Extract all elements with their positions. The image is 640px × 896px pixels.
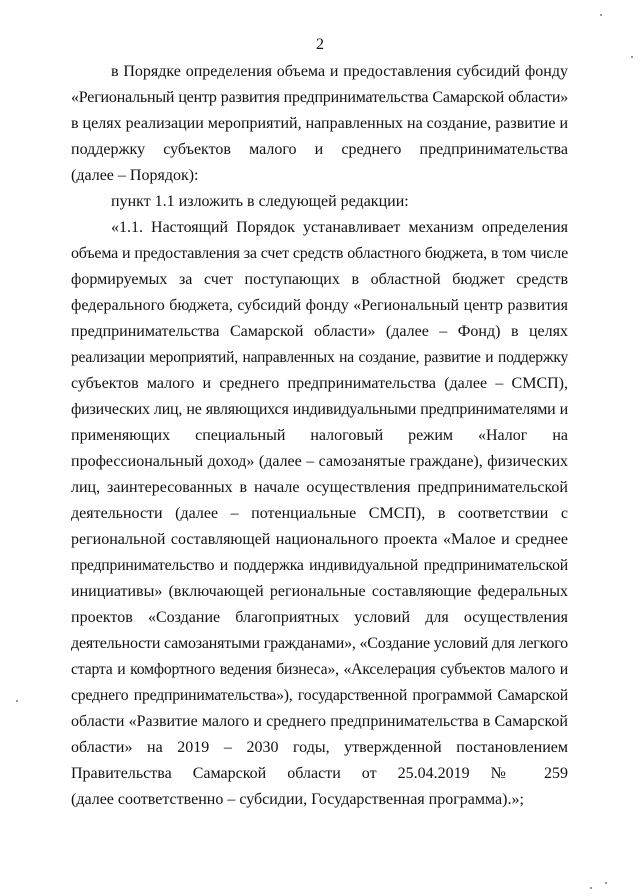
text-line: применяющих специальный налоговый режим «Налог на bbox=[71, 427, 568, 444]
text-line: инициативы» (включающей региональные составляющие федеральных bbox=[71, 583, 568, 600]
text-line: деятельности самозанятыми гражданами», «Создание условий для легкого bbox=[71, 635, 568, 652]
text-line: старта и комфортного ведения бизнеса», «Акселерация субъектов малого и bbox=[71, 661, 568, 678]
text-line: субъектов малого и среднего предпринимательства (далее – СМСП), bbox=[71, 375, 568, 392]
text-line: предпринимательство и поддержка индивидуальной предпринимательской bbox=[71, 557, 568, 574]
scan-speck bbox=[590, 887, 592, 889]
text-line: предпринимательства Самарской области» (далее – Фонд) в целях bbox=[71, 323, 568, 340]
scan-speck bbox=[605, 882, 607, 884]
page-number: 2 bbox=[316, 36, 324, 53]
text-line: лиц, заинтересованных в начале осуществления предпринимательской bbox=[71, 479, 568, 496]
text-line: реализации мероприятий, направленных на создание, развитие и поддержку bbox=[71, 349, 568, 366]
text-line: проектов «Создание благоприятных условий для осуществления bbox=[71, 609, 568, 626]
text-line: профессиональный доход» (далее – самозанятые граждане), физических bbox=[71, 453, 568, 470]
text-line: пункт 1.1 изложить в следующей редакции: bbox=[111, 193, 409, 210]
text-line: в Порядке определения объема и предоставления субсидий фонду bbox=[111, 63, 568, 80]
text-line: «1.1. Настоящий Порядок устанавливает механизм определения bbox=[111, 219, 568, 236]
text-line: деятельности (далее – потенциальные СМСП), в соответствии с bbox=[71, 505, 568, 522]
text-line: «Региональный центр развития предпринимательства Самарской области» bbox=[71, 89, 568, 106]
text-line: физических лиц, не являющихся индивидуальными предпринимателями и bbox=[71, 401, 568, 418]
scan-speck bbox=[16, 700, 18, 702]
text-line: (далее – Порядок): bbox=[71, 167, 199, 184]
text-line: области» на 2019 – 2030 годы, утвержденной постановлением bbox=[71, 739, 568, 756]
text-line: среднего предпринимательства»), государственной программой Самарской bbox=[71, 687, 568, 704]
text-line: региональной составляющей национального проекта «Малое и среднее bbox=[71, 531, 568, 548]
text-line: федерального бюджета, субсидий фонду «Региональный центр развития bbox=[71, 297, 568, 314]
text-line: в целях реализации мероприятий, направленных на создание, развитие и bbox=[71, 115, 569, 132]
text-line: (далее соответственно – субсидии, Государственная программа).»; bbox=[71, 791, 524, 808]
text-line: Правительства Самарской области от 25.04.2019 № 259 bbox=[71, 765, 568, 782]
text-line: поддержку субъектов малого и среднего предпринимательства bbox=[71, 141, 568, 158]
scan-speck bbox=[600, 14, 602, 16]
text-line: области «Развитие малого и среднего предпринимательства в Самарской bbox=[71, 713, 568, 730]
scan-speck bbox=[631, 56, 633, 58]
text-line: формируемых за счет поступающих в областной бюджет средств bbox=[71, 271, 568, 288]
text-line: объема и предоставления за счет средств областного бюджета, в том числе bbox=[71, 245, 568, 262]
